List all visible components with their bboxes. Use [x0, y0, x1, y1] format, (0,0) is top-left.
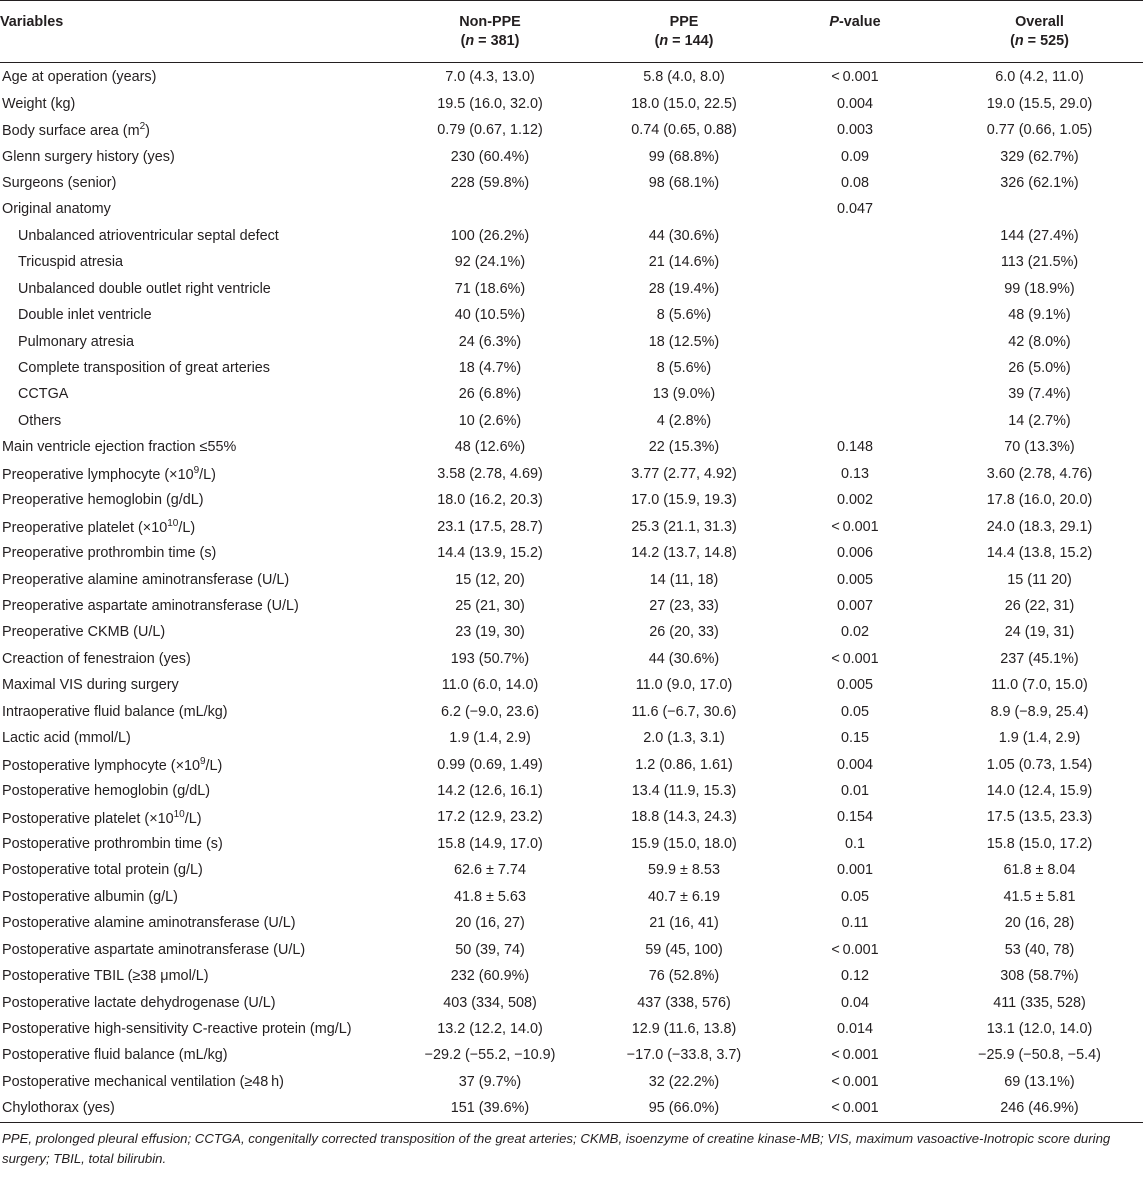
- table-row: [0, 143, 1143, 169]
- variable-label: Age at operation (years): [2, 69, 157, 86]
- table-row: [0, 408, 1143, 434]
- table-row: [0, 936, 1143, 962]
- table-header: [0, 1, 1143, 63]
- non-ppe-value: 18.0 (16.2, 20.3): [437, 492, 543, 509]
- ppe-value: 22 (15.3%): [648, 439, 720, 456]
- variable-label: Preoperative prothrombin time (s): [2, 545, 217, 562]
- non-ppe-value: 14.4 (13.9, 15.2): [437, 545, 543, 562]
- non-ppe-value: 1.9 (1.4, 2.9): [449, 730, 531, 747]
- p-value: < 0.001: [831, 69, 879, 86]
- overall-value: 61.8 ± 8.04: [1003, 862, 1076, 879]
- non-ppe-value: 40 (10.5%): [454, 307, 526, 324]
- variable-label: Postoperative albumin (g/L): [2, 888, 178, 905]
- non-ppe-value: 228 (59.8%): [450, 174, 530, 191]
- p-value: [774, 223, 936, 249]
- overall-value: 15.8 (15.0, 17.2): [986, 835, 1093, 852]
- table-row: [0, 725, 1143, 751]
- p-value: 0.004: [836, 756, 873, 773]
- table-row: [0, 223, 1143, 249]
- table-row: [0, 90, 1143, 116]
- variable-label: Preoperative aspartate aminotransferase (U/L): [2, 597, 299, 614]
- ppe-value: 21 (14.6%): [648, 254, 720, 271]
- variable-label: Preoperative platelet $(\times 10^{10}/L)$: [2, 517, 196, 536]
- non-ppe-value: 232 (60.9%): [450, 968, 530, 985]
- overall-value: 237 (45.1%): [1000, 650, 1079, 667]
- ppe-value: 17.0 (15.9, 19.3): [631, 492, 737, 509]
- table-row: [0, 751, 1143, 777]
- variable-label: Postoperative fluid balance (mL/kg): [2, 1047, 228, 1064]
- ppe-value: 18.8 (14.3, 24.3): [631, 809, 737, 826]
- overall-value: 48 (9.1%): [1008, 307, 1071, 324]
- variable-label: Creaction of fenestraion (yes): [2, 650, 191, 667]
- table-row: [0, 619, 1143, 645]
- ppe-value: 1.2 (0.86, 1.61): [635, 756, 733, 773]
- non-ppe-value: 15.8 (14.9, 17.0): [437, 835, 543, 852]
- ppe-value: 98 (68.1%): [648, 174, 720, 191]
- non-ppe-value: 50 (39, 74): [455, 941, 525, 958]
- non-ppe-value: 17.2 (12.9, 23.2): [437, 809, 543, 826]
- p-value: [774, 249, 936, 275]
- non-ppe-value: 92 (24.1%): [454, 254, 526, 271]
- ppe-value: 3.77 (2.77, 4.92): [631, 465, 737, 482]
- non-ppe-value: [386, 196, 594, 222]
- variable-label: Pulmonary atresia: [18, 333, 134, 350]
- non-ppe-value: 18 (4.7%): [458, 360, 522, 377]
- table-row: [0, 884, 1143, 910]
- non-ppe-value: 15 (12, 20): [455, 571, 525, 588]
- variable-label: Main ventricle ejection fraction ≤55%: [2, 439, 237, 456]
- table-row: [0, 487, 1143, 513]
- ppe-value: 2.0 (1.3, 3.1): [643, 730, 725, 747]
- ppe-value: 5.8 (4.0, 8.0): [643, 69, 725, 86]
- variable-label: Glenn surgery history (yes): [2, 148, 175, 165]
- overall-value: 8.9 (−8.9, 25.4): [990, 703, 1089, 720]
- non-ppe-value: 71 (18.6%): [454, 280, 526, 297]
- table-row: [0, 1069, 1143, 1095]
- overall-value: 70 (13.3%): [1004, 439, 1075, 456]
- variable-label: Maximal VIS during surgery: [2, 677, 179, 694]
- p-value: 0.014: [836, 1020, 873, 1037]
- ppe-value: 28 (19.4%): [648, 280, 720, 297]
- variable-label: Postoperative prothrombin time (s): [2, 835, 223, 852]
- table-row: [0, 1016, 1143, 1042]
- ppe-value: 11.6 (−6.7, 30.6): [631, 703, 737, 720]
- overall-value: 41.5 ± 5.81: [1003, 888, 1076, 905]
- p-value: 0.006: [836, 545, 873, 562]
- p-value: 0.001: [836, 862, 873, 879]
- table-row: [0, 646, 1143, 672]
- p-value: [774, 355, 936, 381]
- non-ppe-value: 14.2 (12.6, 16.1): [437, 783, 543, 800]
- table-row: [0, 170, 1143, 196]
- header-overall: [936, 1, 1143, 63]
- variable-label: Lactic acid (mmol/L): [2, 730, 131, 747]
- overall-value: 20 (16, 28): [1004, 915, 1075, 932]
- table-row: [0, 328, 1143, 354]
- non-ppe-value: 62.6 ± 7.74: [454, 862, 526, 879]
- p-value: < 0.001: [831, 1073, 879, 1090]
- p-value: < 0.001: [774, 1095, 936, 1122]
- table-row: [0, 778, 1143, 804]
- table-row: [0, 302, 1143, 328]
- header-p-value: P-value: [774, 1, 936, 63]
- overall-value: 246 (46.9%): [936, 1095, 1143, 1122]
- p-value: 0.04: [840, 994, 869, 1011]
- p-value: < 0.001: [831, 650, 879, 667]
- table-row: [0, 196, 1143, 222]
- non-ppe-value: 23.1 (17.5, 28.7): [437, 518, 543, 535]
- non-ppe-value: 403 (334, 508): [443, 994, 537, 1011]
- table-row: [0, 566, 1143, 592]
- p-value: 0.1: [844, 835, 865, 852]
- ppe-value: 11.0 (9.0, 17.0): [635, 677, 733, 694]
- ppe-value: 8 (5.6%): [656, 307, 712, 324]
- table-footnote: PPE, prolonged pleural effusion; CCTGA, congenitally corrected transposition of the great arteries; CKMB, isoenzyme of creatine kinase-MB; VIS, maximum vasoactive-Inotropic score during surgery; TBIL, total bilirubin.: [2, 1130, 1111, 1166]
- overall-value: 53 (40, 78): [1004, 941, 1075, 958]
- variable-label: Chylothorax (yes): [0, 1095, 386, 1122]
- overall-value: 6.0 (4.2, 11.0): [995, 69, 1084, 86]
- overall-value: 39 (7.4%): [1008, 386, 1071, 403]
- overall-value: 11.0 (7.0, 15.0): [991, 677, 1088, 694]
- variable-label: CCTGA: [18, 386, 69, 403]
- non-ppe-value: 10 (2.6%): [458, 412, 522, 429]
- overall-value: 113 (21.5%): [1000, 254, 1079, 271]
- overall-value: 13.1 (12.0, 14.0): [986, 1020, 1093, 1037]
- variable-label: Postoperative high-sensitivity C-reactive protein (mg/L): [2, 1020, 352, 1037]
- p-value: 0.154: [836, 809, 873, 826]
- variable-label: Preoperative alamine aminotransferase (U/L): [2, 571, 290, 588]
- overall-value: 17.8 (16.0, 20.0): [986, 492, 1093, 509]
- header-row: [0, 1, 1143, 63]
- overall-value: 326 (62.1%): [1000, 174, 1079, 191]
- header-overall-n: (n = 525): [1010, 33, 1069, 49]
- ppe-value: 27 (23, 33): [649, 597, 719, 614]
- variable-label: Postoperative total protein (g/L): [2, 862, 203, 879]
- ppe-value: 13 (9.0%): [652, 386, 716, 403]
- ppe-value: 0.74 (0.65, 0.88): [631, 122, 737, 139]
- non-ppe-value: 230 (60.4%): [450, 148, 530, 165]
- header-non-ppe-n: (n = 381): [460, 33, 520, 49]
- non-ppe-value: 13.2 (12.2, 14.0): [437, 1020, 543, 1037]
- p-value: 0.12: [840, 968, 869, 985]
- p-value: [774, 408, 936, 434]
- table-row: [0, 963, 1143, 989]
- ppe-value: 13.4 (11.9, 15.3): [631, 783, 737, 800]
- overall-value: [936, 196, 1143, 222]
- overall-value: 24.0 (18.3, 29.1): [986, 518, 1093, 535]
- variable-label: Postoperative lactate dehydrogenase (U/L): [2, 994, 276, 1011]
- variable-label: Body surface area $(m^2)$: [2, 121, 150, 139]
- p-value: 0.005: [836, 677, 873, 694]
- ppe-value: 8 (5.6%): [656, 360, 712, 377]
- ppe-value: 40.7 ± 6.19: [648, 888, 720, 905]
- table-row: [0, 540, 1143, 566]
- p-value: 0.004: [836, 95, 873, 112]
- p-value: < 0.001: [831, 1047, 879, 1064]
- variable-label: Preoperative lymphocyte $(\times 10^9/L)$: [2, 464, 216, 483]
- header-ppe-title: PPE: [669, 14, 699, 30]
- p-value: [774, 276, 936, 302]
- ppe-value: 59.9 ± 8.53: [648, 862, 720, 879]
- overall-value: 42 (8.0%): [1008, 333, 1071, 350]
- overall-value: 14.0 (12.4, 15.9): [986, 783, 1093, 800]
- non-ppe-value: 11.0 (6.0, 14.0): [441, 677, 539, 694]
- overall-value: 308 (58.7%): [1000, 968, 1079, 985]
- ppe-value: 4 (2.8%): [656, 412, 712, 429]
- p-value: [774, 381, 936, 407]
- p-value: 0.11: [841, 915, 869, 932]
- overall-value: 26 (22, 31): [1004, 597, 1075, 614]
- table-row: [0, 381, 1143, 407]
- p-value: 0.13: [840, 465, 869, 482]
- ppe-value: 99 (68.8%): [648, 148, 720, 165]
- p-value: 0.01: [840, 783, 869, 800]
- non-ppe-value: 193 (50.7%): [450, 650, 530, 667]
- p-value: < 0.001: [831, 518, 879, 535]
- variable-label: Postoperative TBIL (≥38 μmol/L): [2, 968, 209, 985]
- ppe-value: 95 (66.0%): [594, 1095, 774, 1122]
- variable-label: Postoperative lymphocyte $(\times 10^9/L)$: [2, 755, 223, 774]
- variable-label: Surgeons (senior): [2, 174, 117, 191]
- non-ppe-value: −29.2 (−55.2, −10.9): [424, 1047, 556, 1064]
- non-ppe-value: 24 (6.3%): [458, 333, 522, 350]
- non-ppe-value: 48 (12.6%): [454, 439, 526, 456]
- non-ppe-value: 0.79 (0.67, 1.12): [437, 122, 543, 139]
- overall-value: 0.77 (0.66, 1.05): [986, 122, 1093, 139]
- p-value: 0.08: [840, 174, 869, 191]
- table-row: [0, 1095, 1143, 1122]
- p-value: 0.02: [840, 624, 869, 641]
- overall-value: 24 (19, 31): [1004, 624, 1075, 641]
- variable-label: Others: [18, 412, 62, 429]
- table-row: [0, 355, 1143, 381]
- table-row: [0, 831, 1143, 857]
- variable-label: Unbalanced double outlet right ventricle: [18, 280, 271, 297]
- overall-value: 26 (5.0%): [1008, 360, 1071, 377]
- ppe-value: 32 (22.2%): [648, 1073, 720, 1090]
- non-ppe-value: 100 (26.2%): [450, 227, 530, 244]
- p-value: 0.15: [840, 730, 869, 747]
- overall-value: 19.0 (15.5, 29.0): [986, 95, 1093, 112]
- table-row: [0, 117, 1143, 143]
- ppe-value: −17.0 (−33.8, 3.7): [626, 1047, 742, 1064]
- variable-label: Preoperative CKMB (U/L): [2, 624, 166, 641]
- non-ppe-value: 20 (16, 27): [455, 915, 525, 932]
- p-value: < 0.001: [831, 941, 879, 958]
- overall-value: −25.9 (−50.8, −5.4): [978, 1047, 1101, 1064]
- header-ppe-n: (n = 144): [654, 33, 714, 49]
- overall-value: 411 (335, 528): [993, 994, 1086, 1011]
- ppe-value: 18.0 (15.0, 22.5): [631, 95, 737, 112]
- overall-value: 99 (18.9%): [1004, 280, 1075, 297]
- table-row: [0, 1042, 1143, 1068]
- table-row: [0, 699, 1143, 725]
- p-value: 0.09: [840, 148, 869, 165]
- non-ppe-value: 41.8 ± 5.63: [454, 888, 526, 905]
- p-value: [774, 328, 936, 354]
- non-ppe-value: 7.0 (4.3, 13.0): [445, 69, 535, 86]
- table-row: [0, 857, 1143, 883]
- header-overall-title: Overall: [1015, 14, 1064, 30]
- header-variables: Variables: [0, 1, 386, 63]
- ppe-value: 59 (45, 100): [645, 941, 723, 958]
- table-row: [0, 804, 1143, 830]
- overall-value: 17.5 (13.5, 23.3): [986, 809, 1093, 826]
- non-ppe-value: 151 (39.6%): [386, 1095, 594, 1122]
- ppe-value: 14 (11, 18): [649, 571, 719, 588]
- variable-label: Preoperative hemoglobin (g/dL): [2, 492, 204, 509]
- table-row: [0, 513, 1143, 539]
- p-value: 0.003: [836, 122, 873, 139]
- overall-value: 1.05 (0.73, 1.54): [986, 756, 1093, 773]
- non-ppe-value: 0.99 (0.69, 1.49): [437, 756, 543, 773]
- ppe-value: 12.9 (11.6, 13.8): [631, 1020, 737, 1037]
- overall-value: 3.60 (2.78, 4.76): [986, 465, 1093, 482]
- ppe-value: 44 (30.6%): [648, 227, 720, 244]
- non-ppe-value: 37 (9.7%): [458, 1073, 522, 1090]
- table-row: [0, 672, 1143, 698]
- overall-value: 15 (11 20): [1007, 571, 1072, 588]
- variable-label: Original anatomy: [2, 201, 111, 218]
- variable-label: Postoperative hemoglobin (g/dL): [2, 783, 210, 800]
- variable-label: Complete transposition of great arteries: [18, 360, 270, 377]
- p-value: 0.148: [836, 439, 873, 456]
- table-row: [0, 249, 1143, 275]
- p-value: 0.05: [840, 888, 869, 905]
- header-ppe: [594, 1, 774, 63]
- variable-label: Tricuspid atresia: [18, 254, 124, 271]
- non-ppe-value: 3.58 (2.78, 4.69): [437, 465, 543, 482]
- ppe-value: 76 (52.8%): [648, 968, 720, 985]
- variable-label: Intraoperative fluid balance (mL/kg): [2, 703, 228, 720]
- header-non-ppe: [386, 1, 594, 63]
- table-row: [0, 910, 1143, 936]
- table-row: [0, 461, 1143, 487]
- table-row: [0, 276, 1143, 302]
- non-ppe-value: 26 (6.8%): [458, 386, 522, 403]
- ppe-value: 15.9 (15.0, 18.0): [631, 835, 737, 852]
- ppe-value: 437 (338, 576): [637, 994, 731, 1011]
- ppe-value: 26 (20, 33): [649, 624, 719, 641]
- ppe-value: [594, 196, 774, 222]
- ppe-value: 21 (16, 41): [649, 915, 719, 932]
- non-ppe-value: 25 (21, 30): [455, 597, 525, 614]
- ppe-value: 44 (30.6%): [648, 650, 720, 667]
- variable-label: Postoperative platelet $(\times 10^{10}/L)$: [2, 808, 202, 827]
- overall-value: 1.9 (1.4, 2.9): [998, 730, 1081, 747]
- variable-label: Weight (kg): [2, 95, 76, 112]
- overall-value: 69 (13.1%): [1004, 1073, 1075, 1090]
- variable-label: Postoperative alamine aminotransferase (U/L): [2, 915, 296, 932]
- table-row: [0, 593, 1143, 619]
- p-value: [774, 302, 936, 328]
- overall-value: 329 (62.7%): [1000, 148, 1079, 165]
- table-body: [0, 63, 1143, 1123]
- table-row: [0, 434, 1143, 460]
- non-ppe-value: 19.5 (16.0, 32.0): [437, 95, 543, 112]
- ppe-value: 25.3 (21.1, 31.3): [631, 518, 737, 535]
- p-value: 0.047: [836, 201, 873, 218]
- p-value: 0.005: [836, 571, 873, 588]
- variable-label: Double inlet ventricle: [18, 307, 152, 324]
- table-row: [0, 63, 1143, 91]
- ppe-value: 18 (12.5%): [648, 333, 720, 350]
- overall-value: 144 (27.4%): [1000, 227, 1079, 244]
- p-value: 0.05: [840, 703, 869, 720]
- header-non-ppe-title: Non-PPE: [459, 14, 521, 30]
- ppe-value: 14.2 (13.7, 14.8): [631, 545, 737, 562]
- non-ppe-value: 6.2 (−9.0, 23.6): [440, 703, 539, 720]
- variable-label: Postoperative aspartate aminotransferase (U/L): [2, 941, 306, 958]
- variable-label: Postoperative mechanical ventilation (≥48 h): [2, 1073, 284, 1090]
- p-value: 0.002: [836, 492, 873, 509]
- variable-label: Unbalanced atrioventricular septal defect: [18, 227, 279, 244]
- overall-value: 14.4 (13.8, 15.2): [986, 545, 1093, 562]
- p-value: 0.007: [836, 597, 873, 614]
- overall-value: 14 (2.7%): [1008, 412, 1071, 429]
- table-row: [0, 989, 1143, 1015]
- non-ppe-value: 23 (19, 30): [455, 624, 525, 641]
